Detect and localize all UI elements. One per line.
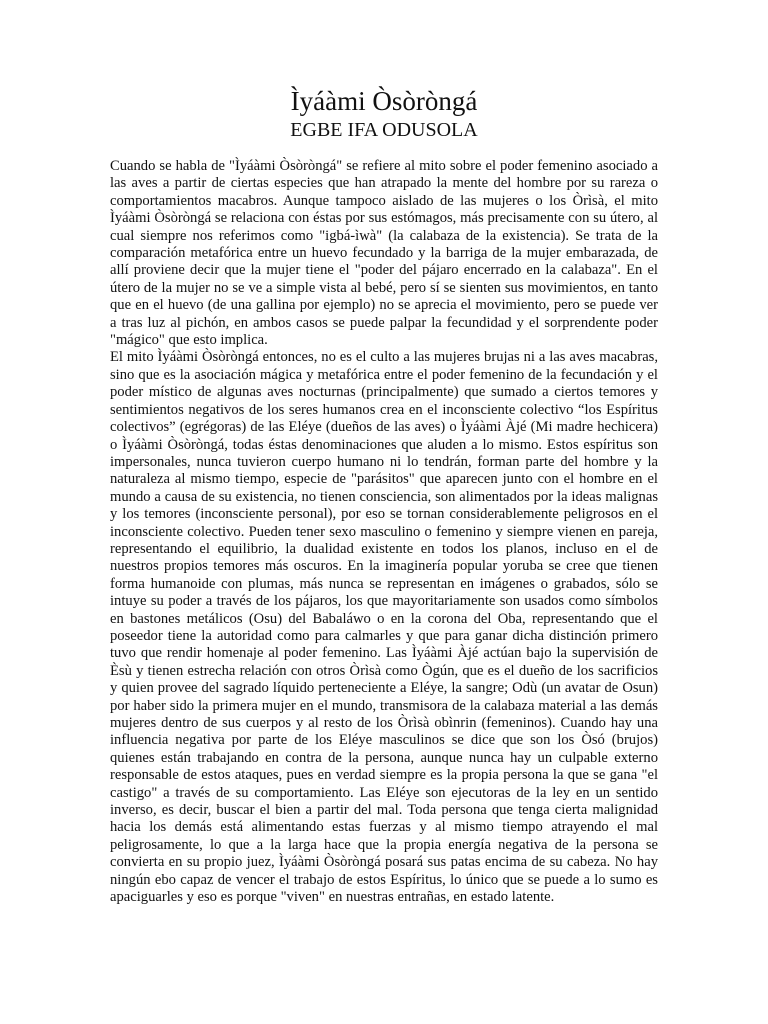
paragraph-1: Cuando se habla de "Ìyáàmi Òsòròngá" se refiere al mito sobre el poder femenino asociado a las aves a partir de ciertas especies que han atrapado la mente del hombre por su rareza o comportamientos macabros. Aunque tampoco aislado de las mujeres o los Òrìsà, el mito Ìyáàmi Òsòròngá se relaciona con éstas por sus estómagos, más precisamente con su útero, al cual siempre nos referimos como "igbá-ìwà" (la calabaza de la existencia). Se trata de la comparación metafórica entre un huevo fecundado y la barriga de la mujer embarazada, de allí proviene decir que la mujer tiene el "poder del pájaro encerrado en la calabaza". En el útero de la mujer no se ve a simple vista al bebé, pero sí se sienten sus movimientos, en tanto que en el huevo (de una gallina por ejemplo) no se aprecia el movimiento, pero se puede ver a tras luz al pichón, en ambos casos se puede palpar la fecundidad y el sorprendente poder "mágico" que esto implica. [110,158,658,349]
document-body [110,158,658,906]
document-title: Ìyáàmi Òsòròngá [290,86,478,116]
document-subtitle: EGBE IFA ODUSOLA [290,119,478,141]
paragraph-2: El mito Ìyáàmi Òsòròngá entonces, no es el culto a las mujeres brujas ni a las aves macabras, sino que es la asociación mágica y metafórica entre el poder femenino de la fecundación y el poder místico de algunas aves nocturnas (principalmente) que sumado a ciertos temores y sentimientos negativos de los seres humanos crea en el inconsciente colectivo “los Espíritus colectivos” (egrégoras) de las Eléye (dueños de las aves) o Ìyáàmi Àjé (Mi madre hechicera) o Ìyáàmi Òsòròngá, todas éstas denominaciones que aluden a lo mismo. Estos espíritus son impersonales, nunca tuvieron cuerpo humano ni lo tendrán, forman parte del hombre y la naturaleza al mismo tiempo, especie de "parásitos" que aparecen junto con el hombre en el mundo a causa de su existencia, no tienen consciencia, son alimentados por la ideas malignas y los temores (inconsciente personal), por eso se tornan considerablemente peligrosos en el inconsciente colectivo. Pueden tener sexo masculino o femenino y siempre vienen en pareja, representando el equilibrio, la dualidad existente en todos los planos, incluso en el de nuestros propios temores más oscuros. En la imaginería popular yoruba se cree que tienen forma humanoide con plumas, más nunca se representan en imágenes o grabados, sólo se intuye su poder a través de los pájaros, los que mayoritariamente son usados como símbolos en bastones metálicos (Osu) del Babaláwo o en la corona del Oba, representando que el poseedor tiene la autoridad como para calmarles y que para ganar dicha distinción primero tuvo que rendir homenaje al poder femenino. Las Ìyáàmi Àjé actúan bajo la supervisión de Èsù y tienen estrecha relación con otros Òrìsà como Ògún, que es el dueño de los sacrificios y quien provee del sagrado líquido perteneciente a Eléye, la sangre; Odù (un avatar de Osun) por haber sido la primera mujer en el mundo, transmisora de la calabaza material a las demás mujeres dentro de sus cuerpos y al resto de los Òrìsà obìnrin (femeninos). Cuando hay una influencia negativa por parte de los Eléye masculinos se dice que son los Òsó (brujos) quienes están trabajando en contra de la persona, aunque nunca hay un culpable externo responsable de estos ataques, pues en verdad siempre es la propia persona la que se gana "el castigo" a través de su comportamiento. Las Eléye son ejecutoras de la ley en un sentido inverso, es decir, buscar el bien a partir del mal. Toda persona que tenga cierta malignidad hacia los demás está alimentando estas fuerzas y al mismo tiempo atrayendo el mal peligrosamente, lo que a la larga hace que la propia energía negativa de la persona se convierta en su propio juez, Ìyáàmi Òsòròngá posará sus patas encima de su cabeza. No hay ningún ebo capaz de vencer el trabajo de estos Espíritus, lo único que se puede a lo sumo es apaciguarles y eso es porque "viven" en nuestras entrañas, en estado latente. [110,349,658,906]
